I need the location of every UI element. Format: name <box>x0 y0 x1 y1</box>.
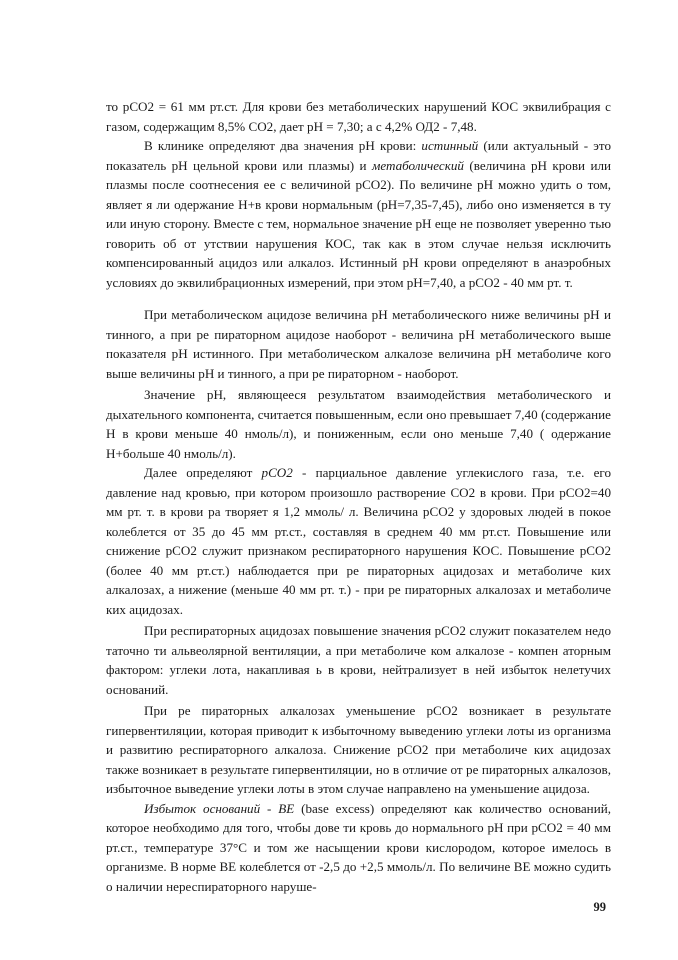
text-run: парциальное давление углекислого газа, т.е. его давление над кровью, при котором произошло растворение CO2 в крови. При pCO2=40 мм рт. т. в крови ра творяет я 1,2 ммоль/ л. Величина pCO2 у здоровых людей в покое колеблется от 35 до 45 мм рт.ст., составляя в среднем 40 мм рт.ст. Повышение или снижение pCO2 служит признаком респираторного нарушения КОС. Повышение pCO2 (более 40 мм рт.ст.) наблюдается при ре пираторных ацидозах и метаболиче ких алкалозах, а нижение (меньше 40 мм рт. т.) - при ре пираторных алкалозах и метаболиче ких ацидозах. <box>106 465 611 617</box>
paragraph-2 <box>106 136 611 292</box>
page-number: 99 <box>593 900 606 914</box>
italic-term: pCO2 - <box>261 465 307 480</box>
italic-term: Избыток оснований - BE <box>144 800 295 816</box>
paragraph-4: Значение pH, являющееся результатом взаимодействия метаболического и дыхательного компонента, считается повышенным, если оно превышает 7,40 (содержание H в крови меньше 40 нмоль/л), и пониженным, если оно меньше 7,40 ( одержание H+больше 40 нмоль/л). <box>106 387 611 461</box>
text-run: (величина pH крови или плазмы после соотнесения ее с величиной pCO2). По величине pH можно удить о том, являет я ли одержание H+в крови нормальным (pH=7,35-7,45), либо оно изменяется в ту или иную сторону. Вместе с тем, нормальное значение pH еще не позволяет уверенно тью говорить об от утствии нарушения КОС, так как в этом случае нельзя исключить компенсированный ацидоз или алкалоз. Истинный pH крови определяют в анаэробных условиях до эквилибрационных измерений, при этом pH=7,40, а pCO2 - 40 мм рт. т. <box>106 157 612 290</box>
paragraph-3: При метаболическом ацидозе величина pH метаболического ниже величины pH и тинного, а при ре пираторном ацидозе наоборот - величина pH метаболического выше показателя pH истинного. При метаболическом алкалозе величина pH метаболиче кого выше величины pH и тинного, а при ре пираторном - наоборот. <box>106 307 611 381</box>
page-body <box>106 97 611 896</box>
italic-term: истинный <box>421 138 479 153</box>
paragraph-8 <box>106 799 611 897</box>
text-run: (или актуальный - это показатель pH цельной крови или плазмы) и <box>106 138 612 173</box>
text-run: В клинике определяют два значения pH крови: <box>144 138 422 153</box>
text-run: Далее определяют <box>144 465 262 480</box>
paragraph-1: то pCO2 = 61 мм рт.ст. Для крови без метаболических нарушений КОС эквилибрация с газом, содержащим 8,5% CO2, дает pH = 7,30; а с 4,2% ОД2 - 7,48. <box>106 99 611 134</box>
paragraph-7: При ре пираторных алкалозах уменьшение pCO2 возникает в результате гипервентиляции, которая приводит к избыточному выведению углеки лоты из организма и развитию респираторного алкалоза. Снижение pCO2 при метаболиче ких ацидозах также возникает в результате гипервентиляции, но в отличие от ре пираторных алкалозов, избыточное выведение углеки лоты в этом случае направлено на уменьшение ацидоза. <box>106 703 611 796</box>
italic-term: метаболический <box>371 157 464 173</box>
text-run: (base excess) определяют как количество оснований, которое необходимо для того, чтобы дове ти кровь до нормального pH при pCO2 = 40 мм рт.ст., температуре 37°C и том же насыщении крови кислородом, которое имелось в организме. В норме BE колеблется от -2,5 до +2,5 ммоль/л. По величине BE можно судить о наличии нереспираторного наруше- <box>106 800 611 894</box>
paragraph-5 <box>106 463 611 619</box>
paragraph-6: При респираторных ацидозах повышение значения pCO2 служит показателем недо таточно ти альвеолярной вентиляции, а при метаболиче ком алкалозе - компен аторным фактором: углеки лота, накапливая ь в крови, нейтрализует в ней избыток нелетучих оснований. <box>106 623 611 697</box>
